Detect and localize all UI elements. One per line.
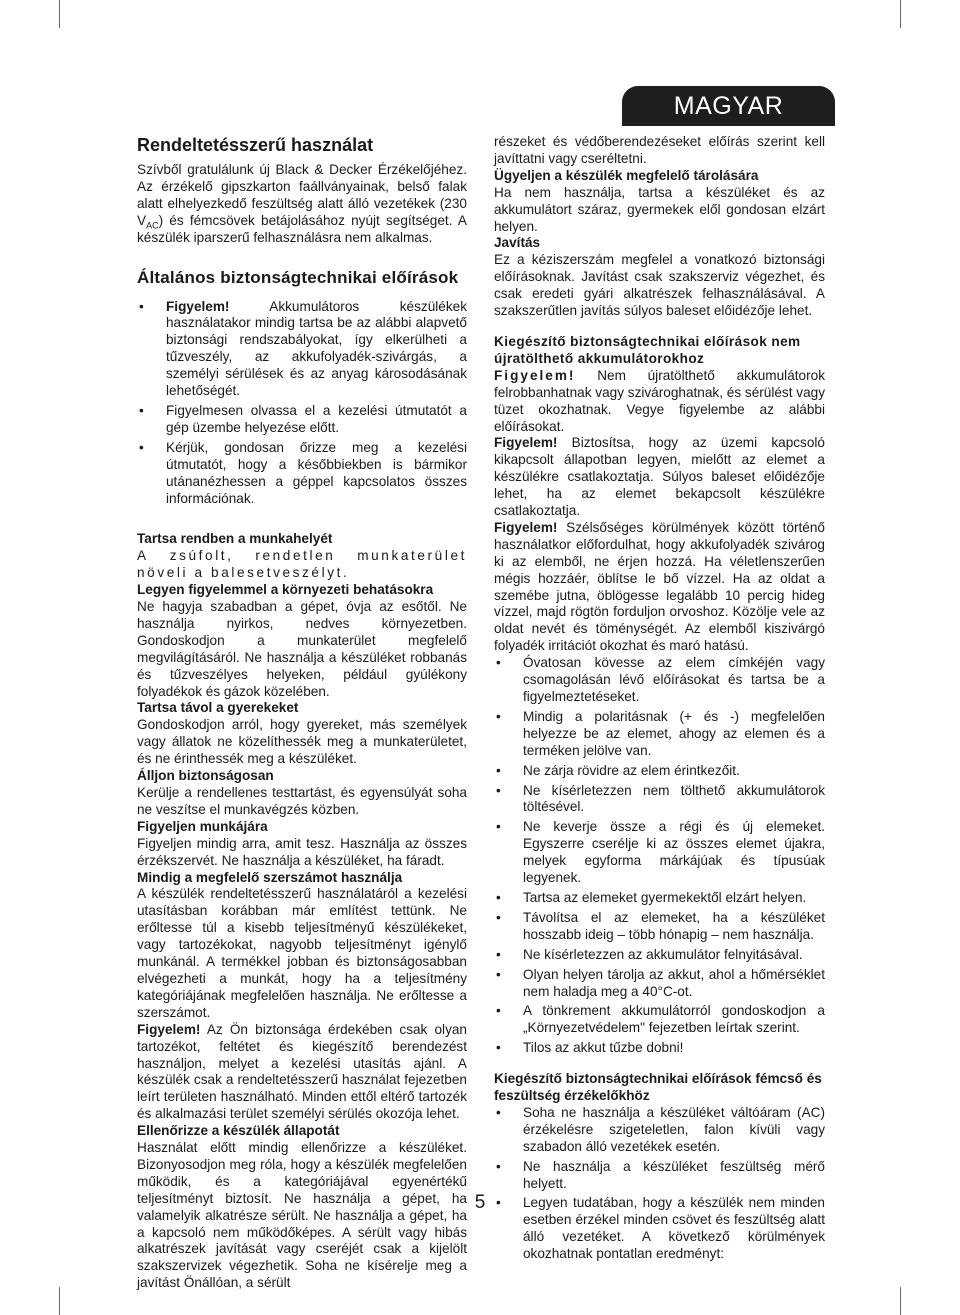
subheading: Legyen figyelemmel a környezeti behatásokra: [137, 582, 434, 598]
subheading: Javítás: [494, 235, 541, 251]
paragraph: Figyelem! Szélsőséges körülmények között történő használatkor előfordulhat, hogy akkufolyadék szivárog ki az elemből, ne érjen hozzá. Ha véletlenszerűen mégis hozzáér, öblítse le bő vízzel. Ha az oldat a szemébe jutna, öblögesse legalább 10 percig hideg vízzel, majd rögtön forduljon orvoshoz. Közölje vele az oldat nevét és töménységét. Az elemből kiszivárgó folyadék irritációt okozhat és maró hatású.: [494, 519, 825, 654]
list-item: • Figyelmesen olvassa el a kezelési útmutatót a gép üzembe helyezése előtt.: [137, 403, 467, 437]
crop-mark: [59, 1287, 60, 1315]
list-item: • Ne használja a készüléket feszültség mérő helyett.: [494, 1159, 825, 1193]
safety-title: Általános biztonságtechnikai előírások: [137, 267, 459, 287]
list-item: • Soha ne használja a készüléket váltóáram (AC) érzékelésre szigeteletlen, falon kívüli vagy szabadon álló vezetékek esetén.: [494, 1105, 825, 1156]
subheading: Álljon biztonságosan: [137, 768, 274, 784]
detector-list: [494, 1105, 825, 1263]
list-item: • Figyelem! Akkumulátoros készülékek használatakor mindig tartsa be az alábbi alapvető biztonsági rendszabályokat, így elkerülheti a tűzveszély, az akkufolyadék-szivárgás, a személyi sérülések és az anyag károsodásának lehetőségét.: [137, 299, 467, 400]
section-title: Rendeltetésszerű használat: [137, 135, 374, 155]
list-item: • Legyen tudatában, hogy a készülék nem minden esetben érzékel minden csövet és feszültség alatt álló vezetéket. A következő körülmények okozhatnak pontatlan eredményt:: [494, 1195, 825, 1263]
subheading: Tartsa távol a gyerekeket: [137, 700, 299, 716]
right-column: [494, 134, 825, 1273]
paragraph: Használat előtt mindig ellenőrizze a készüléket. Bizonyosodjon meg róla, hogy a készülék megfelelően működik, és a kategóriájával egyenértékű teljesítményt biztosít. Ne használja a gépet, ha valamelyik alkatrésze sérült. Ne használja a gépet, ha a kapcsoló nem működőképes. A sérült vagy hibás alkatrészek javítását vagy cseréjét csak a kijelölt szakszervizek végezhetik. Soha ne kísérelje meg a javítást Önállóan, a sérült: [137, 1140, 467, 1291]
paragraph: Ne hagyja szabadban a gépet, óvja az esőtől. Ne használja nyirkos, nedves környezetben. Gondoskodjon a munkaterület megfelelő megvilágításáról. Ne használja a készüléket robbanás és tűzveszélyes helyeken, például gyúlékony folyadékok és gázok közelében.: [137, 599, 467, 699]
paragraph: Gondoskodjon arról, hogy gyereket, más személyek vagy állatok ne közelíthessék meg a munkaterületet, és ne érinthessék meg a készüléket.: [137, 717, 467, 767]
battery-list: [494, 655, 825, 1057]
paragraph: Figyeljen mindig arra, amit tesz. Használja az összes érzékszervét. Ne használja a készüléket, ha fáradt.: [137, 835, 467, 868]
paragraph: A zsúfolt, rendetlen munkaterület növeli a balesetveszélyt.: [137, 548, 467, 581]
paragraph: Figyelem! Az Ön biztonsága érdekében csak olyan tartozékot, feltétet és kiegészítő berendezést használjon, melyet a kezelési utasítás ajánl. A készülék csak a rendeltetésszerű használat fejezetben leírt területen használható. Minden ettől eltérő tartozék és alkalmazási terület személyi sérülés okozója lehet.: [137, 1021, 467, 1122]
subheading: Mindig a megfelelő szerszámot használja: [137, 869, 403, 885]
page-number: 5: [474, 1192, 486, 1213]
list-item: • Tilos az akkut tűzbe dobni!: [494, 1040, 825, 1057]
subheading: Kiegészítő biztonságtechnikai előírások fémcső és feszültség érzékelőkhöz: [494, 1071, 822, 1104]
list-item: • Óvatosan kövesse az elem címkéjén vagy csomagolásán lévő előírásokat és tartsa be a figyelmeztetéseket.: [494, 655, 825, 706]
list-item: • Mindig a polaritásnak (+ és -) megfelelően helyezze be az elemet, ahogy az elemen és a terméken jelölve van.: [494, 709, 825, 760]
crop-mark: [59, 0, 60, 28]
list-item: • Ne zárja rövidre az elem érintkezőit.: [494, 763, 825, 780]
subheading: Figyeljen munkájára: [137, 818, 268, 834]
paragraph: Figyelem! Biztosítsa, hogy az üzemi kapcsoló kikapcsolt állapotban legyen, mielőtt az elemet a készülékre csatlakoztatja. Súlyos baleset előidézője lehet, ha az elemet bekapcsolt készülékre csatlakoztatja.: [494, 435, 825, 519]
paragraph: Kerülje a rendellenes testtartást, és egyensúlyát soha ne veszítse el munkavégzés közben.: [137, 785, 467, 817]
list-item: • Tartsa az elemeket gyermekektől elzárt helyen.: [494, 890, 825, 907]
list-item: • Kérjük, gondosan őrizze meg a kezelési útmutatót, hogy a későbbiekben is bármikor utánanézhessen a géppel kapcsolatos összes információnak.: [137, 440, 467, 508]
paragraph: Figyelem! Nem újratölthető akkumulátorok felrobbanhatnak vagy szivároghatnak, és sérülést vagy tüzet okozhatnak. Vegye figyelembe az alábbi előírásokat.: [494, 367, 825, 434]
list-item: • A tönkrement akkumulátorról gondoskodjon a „Környezetvédelem" fejezetben leírtak szerint.: [494, 1003, 825, 1037]
crop-mark: [900, 0, 901, 28]
list-item: • Ne kísérletezzen az akkumulátor felnyitásával.: [494, 947, 825, 964]
paragraph: Ha nem használja, tartsa a készüléket és az akkumulátort száraz, gyermekek elől gondosan elzárt helyen.: [494, 184, 825, 234]
list-item: • Távolítsa el az elemeket, ha a készüléket hosszabb ideig – több hónapig – nem használja.: [494, 910, 825, 944]
paragraph: A készülék rendeltetésszerű használatáról a kezelési utasításban korábban már említést tettünk. Ne erőltesse túl a kisebb teljesítményű készülékeket, vagy tartozékokat, nagyobb teljesítményt igénylő munkánál. A termékkel jobban és biztonságosabban elvégezheti a munkát, hogy ha a teljesítmény kategóriájának megfelelően használja. Ne erőltesse a szerszámot.: [137, 886, 467, 1020]
left-column: [137, 134, 467, 1292]
list-item: • Ne kísérletezzen nem tölthető akkumulátorok töltésével.: [494, 783, 825, 817]
subheading: Ügyeljen a készülék megfelelő tárolására: [494, 167, 759, 183]
subheading: Tartsa rendben a munkahelyét: [137, 531, 333, 547]
language-tab: MAGYAR: [622, 86, 835, 126]
paragraph: Ez a kéziszerszám megfelel a vonatkozó biztonsági előírásoknak. Javítást csak szakszerviz végezhet, és csak eredeti gyári alkatrészek felhasználásával. A szakszerűtlen javítás súlyos baleset előidézője lehet.: [494, 252, 825, 319]
intro-paragraph: Szívből gratulálunk új Black & Decker Érzékelőjéhez. Az érzékelő gipszkarton faállványainak, belső falak alatt elhelyezkedő feszültség alatt álló vezetékek (230 $V_{AC}$) és fémcsövek betájolásához nyújt segítséget. A készülék iparszerű felhasználásra nem alkalmas.: [137, 162, 467, 245]
subheading: Ellenőrizze a készülék állapotát: [137, 1123, 340, 1139]
paragraph: részeket és védőberendezéseket előírás szerint kell javíttatni vagy cseréltetni.: [494, 134, 825, 166]
safety-list: [137, 299, 467, 508]
subheading: Kiegészítő biztonságtechnikai előírások nem újratölthető akkumulátorokhoz: [494, 333, 801, 366]
list-item: • Olyan helyen tárolja az akkut, ahol a hőmérséklet nem haladja meg a 40°C-ot.: [494, 967, 825, 1001]
list-item: • Ne keverje össze a régi és új elemeket. Egyszerre cserélje ki az összes elemet újakra, melyek egyforma márkájúak és típusúak legyenek.: [494, 819, 825, 887]
crop-mark: [900, 1287, 901, 1315]
